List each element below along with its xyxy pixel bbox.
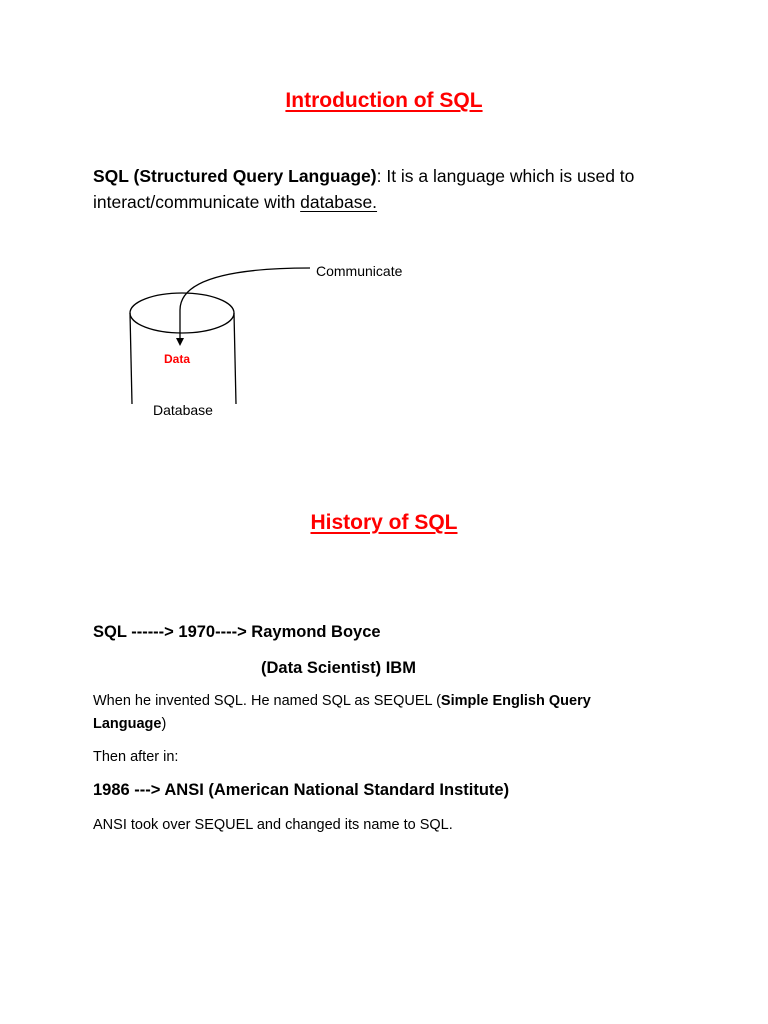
- communicate-label: Communicate: [316, 263, 403, 279]
- database-label: Database: [153, 402, 213, 418]
- history-line-ibm: (Data Scientist) IBM: [261, 659, 416, 677]
- sequel-paragraph: [93, 690, 653, 736]
- history-line-1986: 1986 ---> ANSI (American National Standard Institute): [93, 781, 510, 799]
- definition-term: SQL (Structured Query Language): [93, 166, 377, 186]
- sequel-expansion: Simple English Query Language: [93, 693, 591, 732]
- ansi-paragraph: ANSI took over SEQUEL and changed its name to SQL.: [93, 817, 453, 833]
- definition-text: : It is a language which is used to interact/communicate with: [93, 166, 635, 212]
- database-link-text: database.: [300, 192, 378, 212]
- data-label: Data: [164, 352, 191, 366]
- intro-heading: Introduction of SQL: [285, 89, 483, 112]
- then-after-paragraph: Then after in:: [93, 749, 179, 765]
- sequel-text: When he invented SQL. He named SQL as SEQUEL (: [93, 693, 441, 709]
- database-cylinder-icon: [130, 293, 236, 404]
- communicate-arrow-icon: [176, 268, 310, 346]
- history-heading: History of SQL: [310, 511, 458, 534]
- history-line-1970: SQL ------> 1970----> Raymond Boyce: [93, 623, 381, 641]
- sequel-end: ): [161, 716, 167, 732]
